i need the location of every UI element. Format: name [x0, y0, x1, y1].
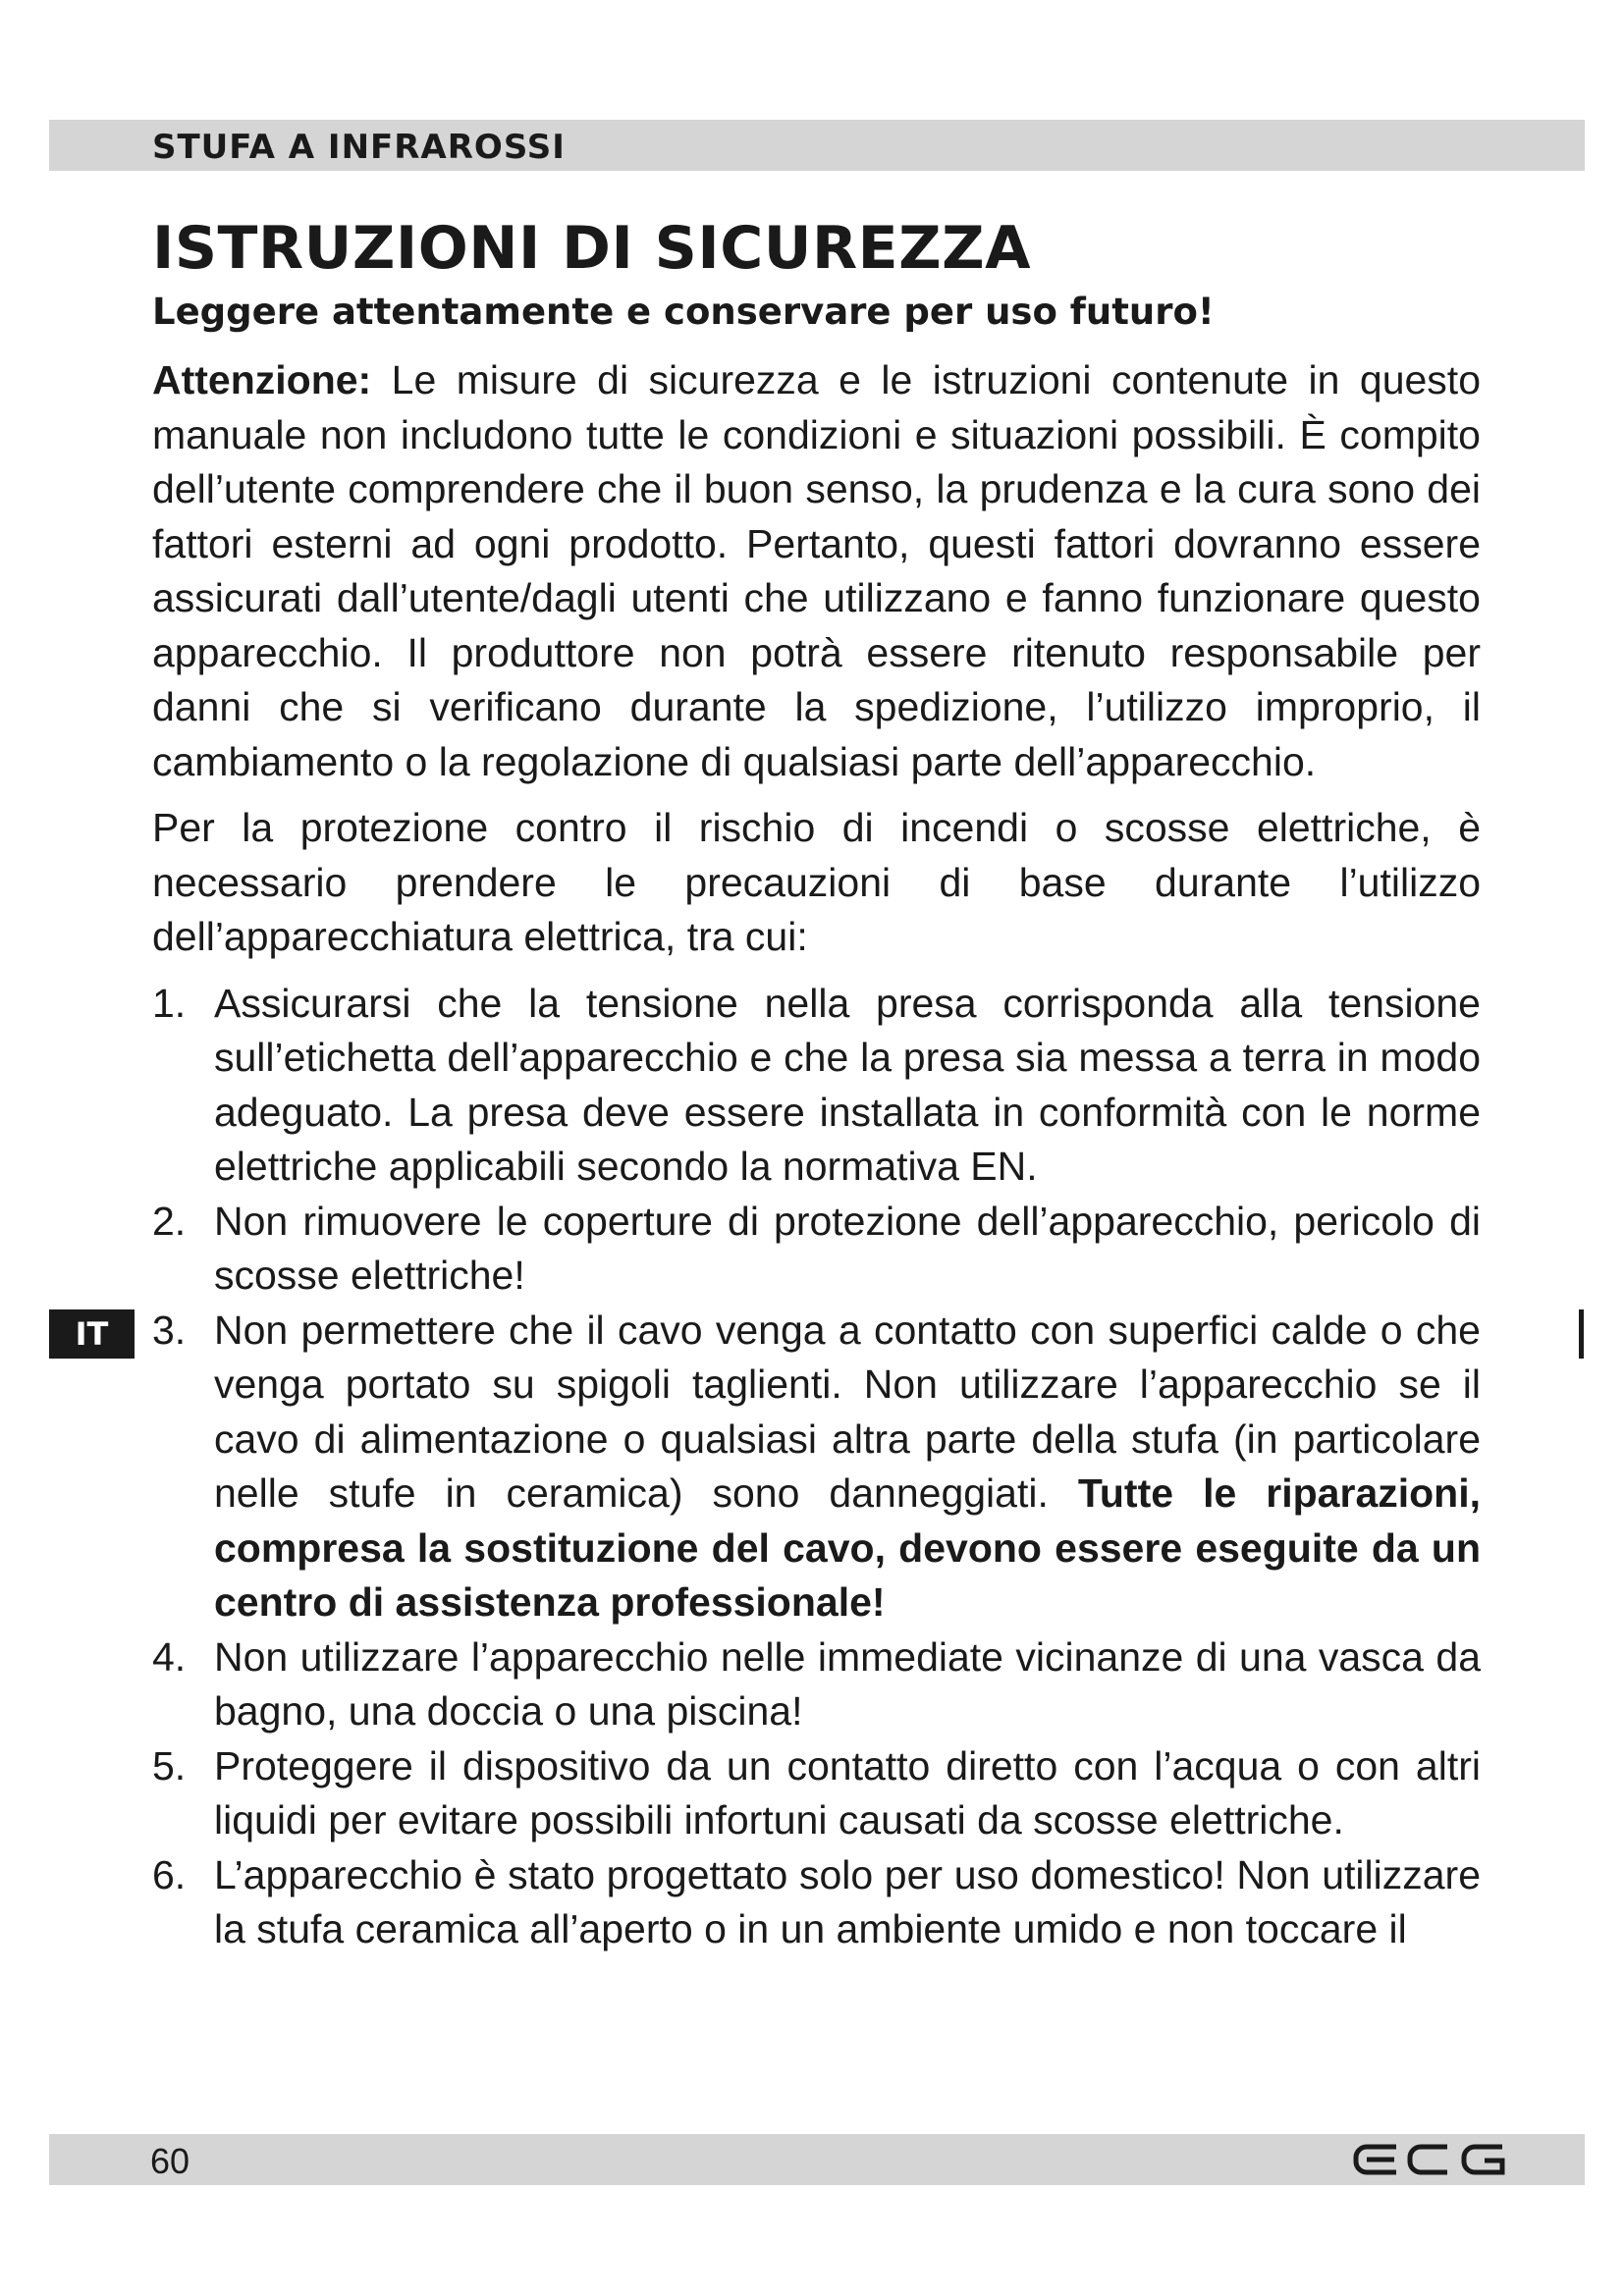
list-item-number: 3. — [152, 1307, 187, 1353]
page-number: 60 — [150, 2141, 190, 2181]
list-item-number: 1. — [152, 980, 187, 1026]
page-subtitle: Leggere attentamente e conservare per uso futuro! — [152, 291, 1215, 333]
language-tab: IT — [49, 1309, 135, 1359]
intro-paragraph: Per la protezione contro il rischio di incendi o scosse elettriche, è necessario prendere le precauzioni di base durante l’utilizzo dell’apparecchiatura elettrica, tra cui: — [152, 805, 1481, 959]
list-item — [152, 1195, 1481, 1304]
list-item — [152, 1630, 1481, 1739]
header-bar — [49, 120, 1585, 171]
edge-marker — [1579, 1309, 1584, 1359]
list-item — [152, 1848, 1481, 1957]
list-item — [152, 1304, 1481, 1630]
safety-list — [152, 977, 1481, 1957]
list-item — [152, 1739, 1481, 1848]
list-item-number: 5. — [152, 1742, 187, 1789]
page-title: ISTRUZIONI DI SICUREZZA — [152, 214, 1032, 283]
header-title: STUFA A INFRAROSSI — [152, 128, 566, 167]
document-body — [152, 353, 1481, 1957]
warning-paragraph — [152, 353, 1481, 789]
list-item-text: Non utilizzare l’apparecchio nelle immediate vicinanze di una vasca da bagno, una doccia o una piscina! — [214, 1633, 1481, 1734]
list-item-text: Proteggere il dispositivo da un contatto diretto con l’acqua o con altri liquidi per evitare possibili infortuni causati da scosse elettriche. — [214, 1742, 1481, 1842]
list-item-text: Non permettere che il cavo venga a contatto con superfici calde o che venga portato su spigoli taglienti. Non utilizzare l’apparecchio se il cavo di alimentazione o qualsiasi altra parte della stufa (in particolare nelle stufe in ceramica) sono danneggiati. — [214, 1307, 1481, 1516]
ecg-logo-icon — [1353, 2141, 1510, 2178]
list-item-text: L’apparecchio è stato progettato solo per uso domestico! Non utilizzare la stufa ceramica all’aperto o in un ambiente umido e non toccare il — [214, 1851, 1481, 1951]
list-item-bold-text: Tutte le riparazioni, compresa la sostituzione del cavo, devono essere eseguite da un centro di assistenza professionale! — [214, 1470, 1482, 1625]
warning-label: Attenzione: — [152, 357, 372, 402]
list-item-text: Assicurarsi che la tensione nella presa corrisponda alla tensione sull’etichetta dell’apparecchio e che la presa sia messa a terra in modo adeguato. La presa deve essere installata in conformità con le norme elettriche applicabili secondo la normativa EN. — [214, 980, 1481, 1189]
warning-text: Le misure di sicurezza e le istruzioni contenute in questo manuale non includono tutte le condizioni e situazioni possibili. È compito dell’utente comprendere che il buon senso, la prudenza e la cura sono dei fattori esterni ad ogni prodotto. Pertanto, questi fattori dovranno essere assicurati dall’utente/dagli utenti che utilizzano e fanno funzionare questo apparecchio. Il produttore non potrà essere ritenuto responsabile per danni che si verificano durante la spedizione, l’utilizzo improprio, il cambiamento o la regolazione di qualsiasi parte dell’apparecchio. — [152, 357, 1481, 784]
list-item-number: 4. — [152, 1633, 187, 1680]
list-item-text: Non rimuovere le coperture di protezione dell’apparecchio, pericolo di scosse elettriche! — [214, 1198, 1481, 1298]
list-item-number: 2. — [152, 1198, 187, 1244]
footer-bar — [49, 2134, 1585, 2185]
list-item-number: 6. — [152, 1851, 187, 1897]
list-item — [152, 977, 1481, 1195]
